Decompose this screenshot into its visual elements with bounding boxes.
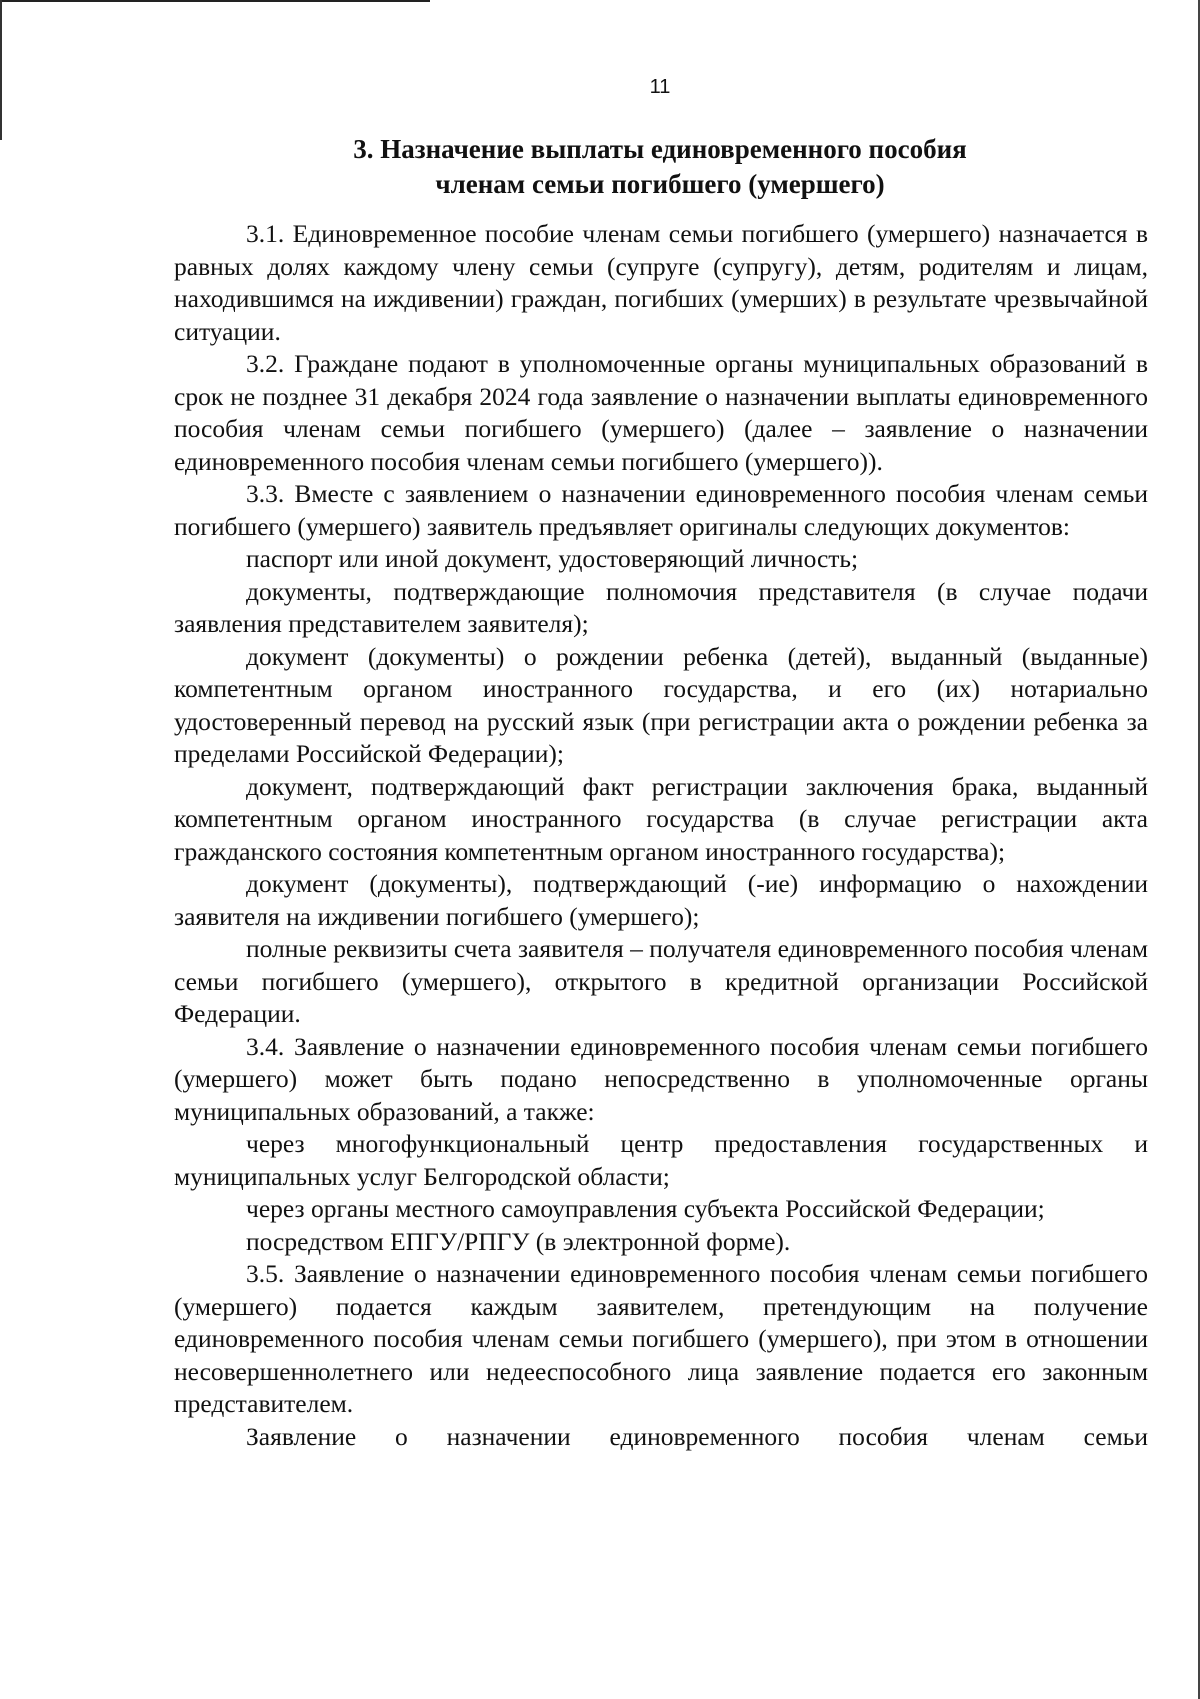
section-heading-line-2: членам семьи погибшего (умершего) [435,169,885,199]
list-item-birth-documents: документ (документы) о рождении ребенка (детей), выданный (выданные) компетентным органом иностранного государства, и его (их) нотариально удостоверенный перевод на русский язык (при регистрации акта о рождении ребенка за пределами Российской Федерации); [174,641,1148,768]
paragraph-continuation: Заявление о назначении единовременного пособия членам семьи [246,1421,1148,1451]
list-item-passport: паспорт или иной документ, удостоверяющий личность; [246,544,859,573]
paragraph-3-3: 3.3. Вместе с заявлением о назначении единовременного пособия членам семьи погибшего (умершего) заявитель предъявляет оригиналы следующих документов: [174,479,1148,541]
paragraph-3-5: 3.5. Заявление о назначении единовременного пособия членам семьи погибшего (умершего) подается каждым заявителем, претендующим на получение единовременного пособия членам семьи погибшего (умершего), при этом в отношении несовершеннолетнего или недееспособного лица заявление подается его законным представителем. [174,1259,1148,1418]
list-item-marriage-document: документ, подтверждающий факт регистрации заключения брака, выданный компетентным органом иностранного государства (в случае регистрации акта гражданского состояния компетентным органом иностранного государства); [174,771,1148,866]
scan-artifact-top-rule [0,0,430,2]
section-heading-line-1: 3. Назначение выплаты единовременного пособия [353,134,967,164]
list-item-epgu: посредством ЕПГУ/РПГУ (в электронной форме). [246,1226,791,1256]
section-heading [170,132,1150,202]
list-item-dependency-documents: документ (документы), подтверждающий (-ие) информацию о нахождении заявителя на иждивении погибшего (умершего); [174,869,1148,931]
list-item-authority-documents: документы, подтверждающие полномочия представителя (в случае подачи заявления представителем заявителя); [174,576,1148,638]
page-number: 11 [649,76,671,98]
list-item-bank-details: полные реквизиты счета заявителя – получателя единовременного пособия членам семьи погибшего (умершего), открытого в кредитной организации Российской Федерации. [174,934,1148,1028]
list-item-mfc: через многофункциональный центр предоставления государственных и муниципальных услуг Белгородской области; [174,1129,1148,1191]
paragraph-3-2: 3.2. Граждане подают в уполномоченные органы муниципальных образований в срок не позднее 31 декабря 2024 года заявление о назначении выплаты единовременного пособия членам семьи погибшего (умершего) (далее – заявление о назначении единовременного пособия членам семьи погибшего (умершего)). [174,349,1148,476]
paragraph-3-1: 3.1. Единовременное пособие членам семьи погибшего (умершего) назначается в равных долях каждому члену семьи (супруге (супругу), детям, родителям и лицам, находившимся на иждивении) граждан, погибших (умерших) в результате чрезвычайной ситуации. [174,219,1148,346]
document-body [174,218,1148,1453]
paragraph-3-4: 3.4. Заявление о назначении единовременного пособия членам семьи погибшего (умершего) может быть подано непосредственно в уполномоченные органы муниципальных образований, а также: [174,1031,1148,1126]
list-item-local-government: через органы местного самоуправления субъекта Российской Федерации; [246,1194,1045,1223]
scan-artifact-left-edge [0,0,2,140]
